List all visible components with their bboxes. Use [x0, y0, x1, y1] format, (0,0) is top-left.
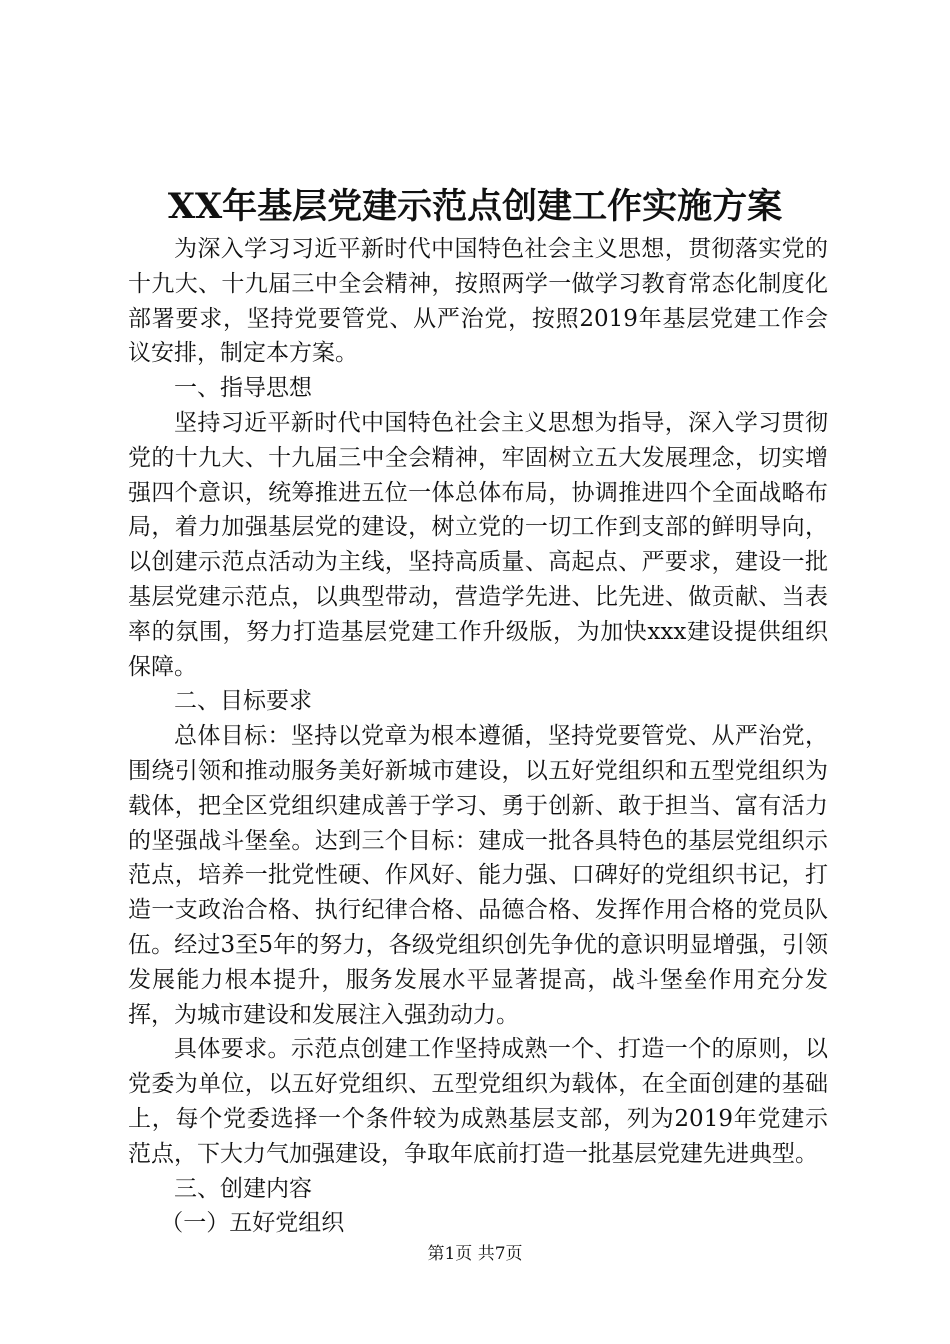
section-heading-goals: 二、目标要求 [174, 688, 312, 715]
subsection-heading-five-good: （一）五好党组织 [160, 1210, 345, 1237]
section-heading-content: 三、创建内容 [174, 1175, 312, 1202]
document-body [128, 232, 828, 1241]
specific-requirements-paragraph: 具体要求。示范点创建工作坚持成熟一个、打造一个的原则，以党委为单位，以五好党组织、五型党组织为载体，在全面创建的基础上，每个党委选择一个条件较为成熟基层支部，列为2019年党建示范点，下大力气加强建设，争取年底前打造一批基层党建先进典型。 [128, 1036, 828, 1167]
guiding-thought-paragraph: 坚持习近平新时代中国特色社会主义思想为指导，深入学习贯彻党的十九大、十九届三中全会精神，牢固树立五大发展理念，切实增强四个意识，统筹推进五位一体总体布局，协调推进四个全面战略布局，着力加强基层党的建设，树立党的一切工作到支部的鲜明导向，以创建示范点活动为主线，坚持高质量、高起点、严要求，建设一批基层党建示范点，以典型带动，营造学先进、比先进、做贡献、当表率的氛围，努力打造基层党建工作升级版，为加快xxx建设提供组织保障。 [128, 409, 828, 680]
intro-paragraph: 为深入学习习近平新时代中国特色社会主义思想，贯彻落实党的十九大、十九届三中全会精神，按照两学一做学习教育常态化制度化部署要求，坚持党要管党、从严治党，按照2019年基层党建工作会议安排，制定本方案。 [128, 236, 828, 367]
overall-goal-paragraph: 总体目标：坚持以党章为根本遵循，坚持党要管党、从严治党，围绕引领和推动服务美好新城市建设，以五好党组织和五型党组织为载体，把全区党组织建成善于学习、勇于创新、敢于担当、富有活力的坚强战斗堡垒。达到三个目标：建成一批各具特色的基层党组织示范点，培养一批党性硬、作风好、能力强、口碑好的党组织书记，打造一支政治合格、执行纪律合格、品德合格、发挥作用合格的党员队伍。经过3至5年的努力，各级党组织创先争优的意识明显增强，引领发展能力根本提升，服务发展水平显著提高，战斗堡垒作用充分发挥，为城市建设和发展注入强劲动力。 [128, 723, 828, 1028]
document-title: XX年基层党建示范点创建工作实施方案 [167, 186, 783, 227]
page-number-footer: 第1页 共7页 [427, 1244, 523, 1264]
section-heading-guiding-thought: 一、指导思想 [174, 375, 312, 402]
